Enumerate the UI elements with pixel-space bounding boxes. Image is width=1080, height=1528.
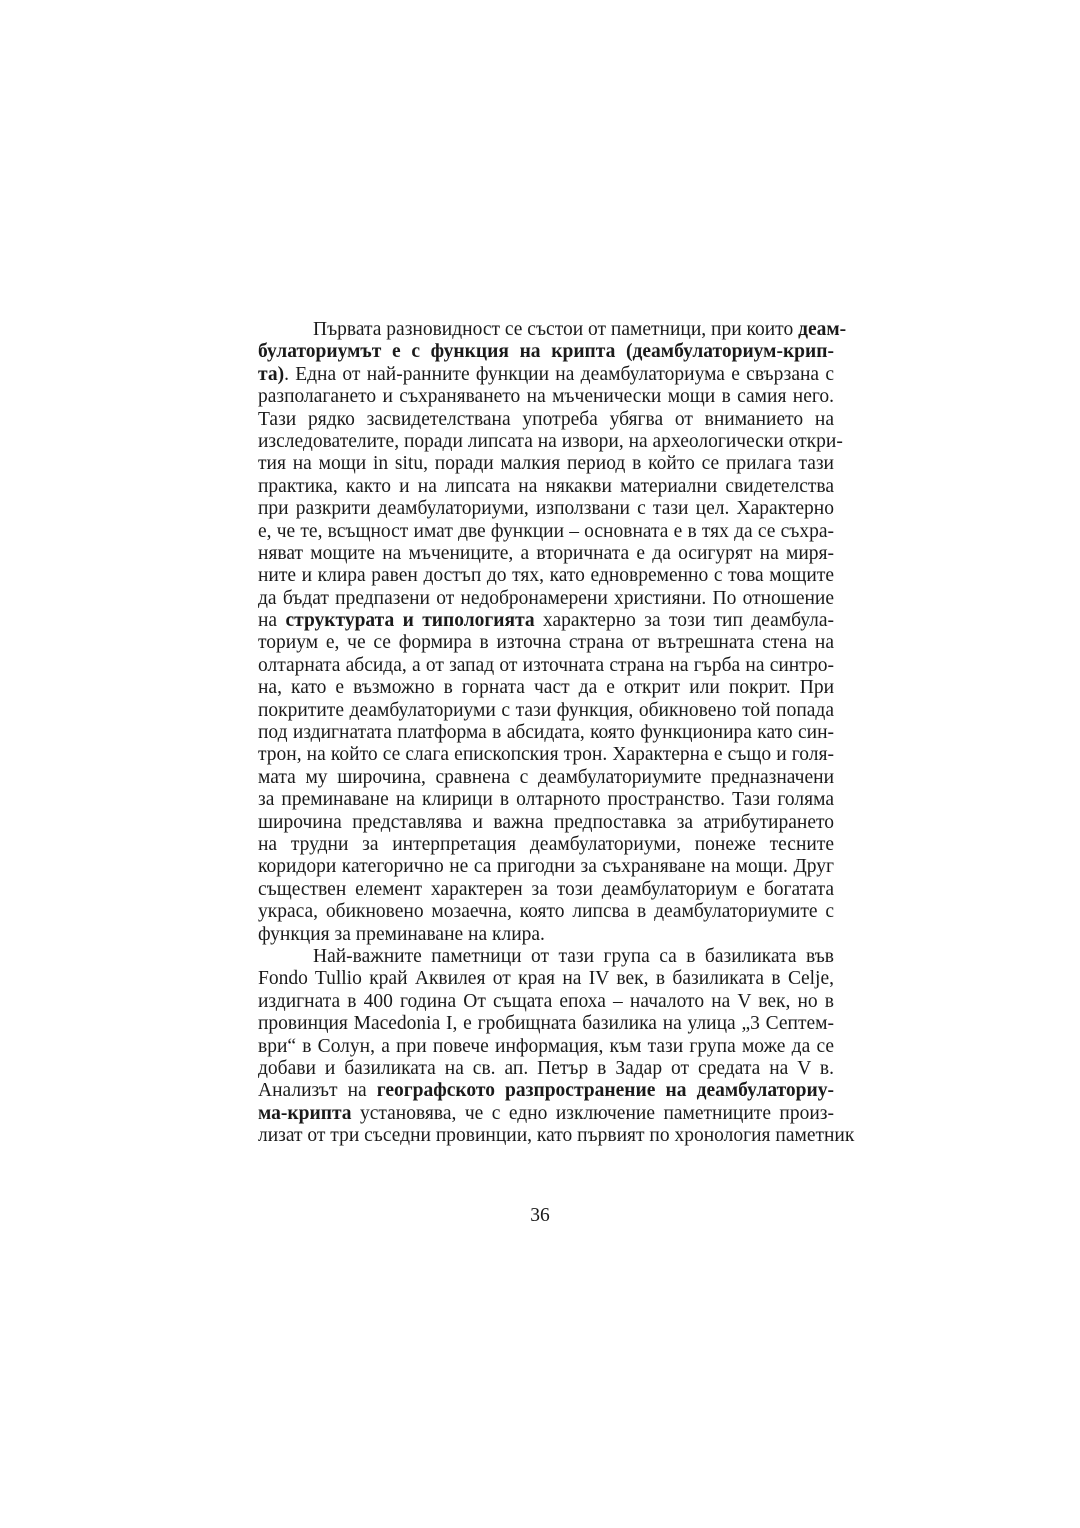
text-span: мата му широчина, сравнена с деамбулаториумите предназначени bbox=[258, 766, 834, 788]
text-span: при разкрити деамбулаториуми, използвани с тази цел. Характерно bbox=[258, 498, 834, 520]
text-span: Първата разновидност се състои от паметници, при които bbox=[313, 319, 799, 340]
text-line bbox=[258, 700, 834, 722]
text-span: тия на мощи in situ, поради малкия период в който се прилага тази bbox=[258, 453, 834, 475]
text-span: на, като е възможно в горната част да е открит или покрит. При bbox=[258, 677, 834, 699]
text-span: за преминаване на клирици в олтарното пространство. Тази голяма bbox=[258, 789, 834, 811]
text-line bbox=[258, 1036, 834, 1058]
text-span: ври“ в Солун, а при повече информация, към тази група може да се bbox=[258, 1035, 834, 1057]
text-span: коридори категорично не са пригодни за съхраняване на мощи. Друг bbox=[258, 856, 834, 878]
bold-text: деам- bbox=[798, 319, 847, 340]
text-span: разполагането и съхраняването на мъченически мощи в самия него. bbox=[258, 386, 834, 408]
text-line bbox=[258, 588, 834, 610]
text-span: Тази рядко засвидетелствана употреба убягва от вниманието на bbox=[258, 408, 834, 430]
text-span: издигната в 400 година От същата епоха – началото на V век, но в bbox=[258, 990, 834, 1012]
text-span: ните и клира равен достъп до тях, като едновременно с това мощите bbox=[258, 565, 834, 587]
text-line bbox=[258, 924, 834, 946]
text-span: на трудни за интерпретация деамбулаториуми, понеже тесните bbox=[258, 833, 834, 855]
body-text bbox=[258, 319, 855, 1147]
bold-text: географското разпространение на деамбулаториу- bbox=[376, 1080, 834, 1102]
text-span: олтарната абсида, а от запад от източната страна на гърба на синтро- bbox=[258, 654, 834, 676]
text-span: на bbox=[258, 610, 286, 632]
text-line bbox=[258, 1125, 855, 1147]
text-line bbox=[258, 409, 834, 431]
text-line bbox=[258, 364, 834, 386]
text-span: е, че те, всъщност имат две функции – основната е в тях да се съхра- bbox=[258, 520, 834, 542]
text-span: Fondo Tullio край Аквилея от края на IV век, в базиликата в Celje, bbox=[258, 968, 834, 990]
text-line bbox=[258, 1103, 834, 1125]
text-span: Най-важните паметници от тази група са в базиликата във bbox=[313, 945, 834, 967]
text-line bbox=[258, 610, 834, 632]
text-span: да бъдат предпазени от недобронамерени християни. По отношение bbox=[258, 587, 834, 609]
text-line bbox=[258, 991, 834, 1013]
text-line bbox=[258, 655, 834, 677]
text-span: лизат от три съседни провинции, като първият по хронология паметник bbox=[258, 1125, 855, 1147]
text-line bbox=[258, 946, 834, 968]
text-line bbox=[258, 453, 834, 475]
text-line bbox=[258, 789, 834, 811]
text-line bbox=[258, 812, 834, 834]
text-line bbox=[258, 543, 834, 565]
text-span: трон, на който се слага епископския трон. Характерна е също и голя- bbox=[258, 744, 834, 766]
text-span: . Една от най-ранните функции на деамбулаториума е свързана с bbox=[284, 363, 834, 385]
text-line bbox=[258, 879, 834, 901]
text-span: функция за преминаване на клира. bbox=[258, 923, 545, 945]
text-line bbox=[258, 834, 834, 856]
bold-text: булаториумът е с функция на крипта (деамбулаториум-крип- bbox=[258, 341, 834, 363]
text-line bbox=[258, 722, 834, 744]
text-span: широчина представлява и важна предпоставка за атрибутирането bbox=[258, 811, 834, 833]
text-line bbox=[258, 430, 843, 453]
text-line bbox=[258, 856, 834, 878]
text-line bbox=[258, 767, 834, 789]
text-span: изследователите, поради липсата на извори, на археологически откри- bbox=[258, 430, 843, 452]
text-span: ториум е, че се формира в източна страна от вътрешната стена на bbox=[258, 632, 834, 654]
text-line bbox=[258, 565, 834, 587]
bold-text: та) bbox=[258, 363, 285, 385]
text-line bbox=[258, 632, 834, 654]
text-span: практика, както и на липсата на някакви материални свидетелства bbox=[258, 475, 834, 497]
bold-text: структурата и типологията bbox=[285, 610, 535, 632]
text-span: украса, обикновено мозаечна, която липсва в деамбулаториумите с bbox=[258, 901, 834, 923]
text-line bbox=[258, 341, 834, 363]
text-span: установява, че с едно изключение паметниците произ- bbox=[351, 1102, 834, 1124]
text-span: съществен елемент характерен за този деамбулаториум е богатата bbox=[258, 878, 834, 900]
bold-text: ма-крипта bbox=[258, 1102, 352, 1124]
text-line bbox=[258, 677, 834, 699]
text-line bbox=[258, 901, 834, 923]
text-line bbox=[258, 386, 834, 408]
text-span: под издигнатата платформа в абсидата, която функционира като син- bbox=[258, 722, 834, 744]
text-span: няват мощите на мъчениците, а вторичната е да осигурят на миря- bbox=[258, 542, 834, 564]
text-line bbox=[258, 1058, 834, 1080]
text-line bbox=[258, 744, 834, 766]
text-span: характерно за този тип деамбула- bbox=[534, 610, 835, 632]
text-span: провинция Macedonia I, е гробищната базилика на улица „3 Септем- bbox=[258, 1013, 834, 1035]
page-number: 36 bbox=[530, 1205, 550, 1226]
text-line bbox=[258, 1080, 834, 1102]
text-span: Анализът на bbox=[258, 1080, 377, 1102]
text-span: покритите деамбулаториуми с тази функция, обикновено той попада bbox=[258, 699, 834, 721]
text-span: добави и базиликата на св. ап. Петър в Задар от средата на V в. bbox=[258, 1057, 834, 1079]
text-line bbox=[258, 498, 834, 520]
text-line bbox=[258, 476, 834, 498]
text-line bbox=[258, 319, 847, 341]
text-line bbox=[258, 521, 834, 543]
text-line bbox=[258, 968, 834, 990]
text-line bbox=[258, 1013, 834, 1035]
